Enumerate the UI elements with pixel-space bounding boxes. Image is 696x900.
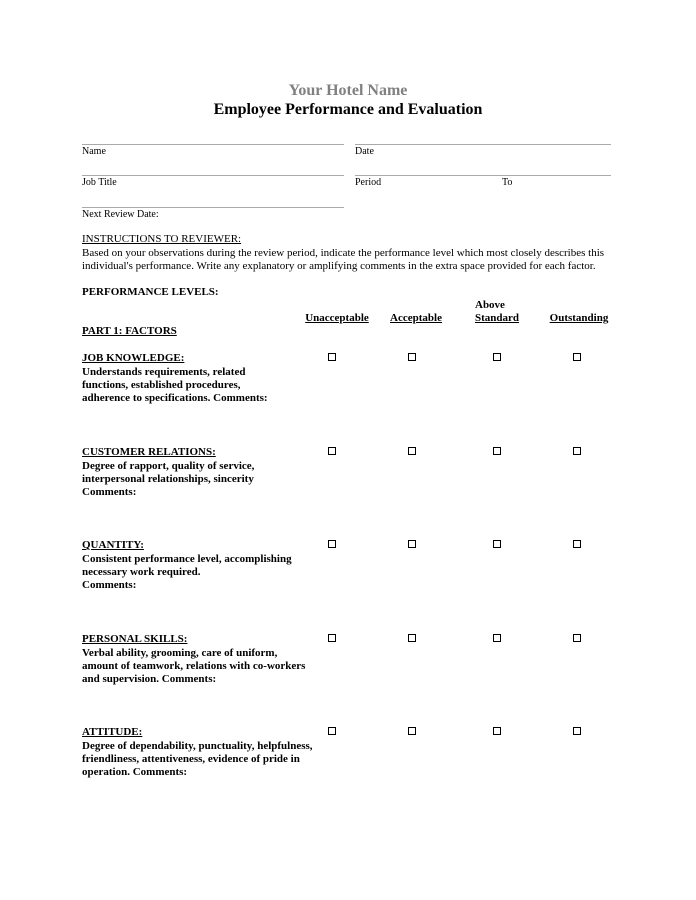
factor-description-line: operation. Comments: [82,766,188,778]
checkbox-unacceptable[interactable] [328,447,336,455]
checkbox-unacceptable[interactable] [328,353,336,361]
factor-description-line: and supervision. Comments: [82,673,217,685]
checkbox-acceptable[interactable] [408,447,416,455]
next-review-field-label[interactable]: Next Review Date: [82,209,159,220]
factor-description-line: Degree of rapport, quality of service, [82,460,255,472]
factor-description-line: adherence to specifications. Comments: [82,392,268,404]
checkbox-above-standard[interactable] [493,727,501,735]
to-field-label[interactable]: To [502,177,513,188]
checkbox-acceptable[interactable] [408,540,416,548]
factor-description [82,740,327,779]
checkbox-above-standard[interactable] [493,353,501,361]
column-standard-label: Standard [475,312,520,324]
checkbox-outstanding[interactable] [573,727,581,735]
job-title-line-top [82,175,344,176]
checkbox-outstanding[interactable] [573,447,581,455]
checkbox-outstanding[interactable] [573,540,581,548]
name-field-label[interactable]: Name [82,146,106,157]
column-unacceptable-label: Unacceptable [305,312,369,324]
instructions-line-1: Based on your observations during the review period, indicate the performance level which most closely describes this [82,247,605,259]
factor-description-line: amount of teamwork, relations with co-workers [82,660,306,672]
factor-description-line: friendliness, attentiveness, evidence of pride in [82,753,300,765]
factor-title: PERSONAL SKILLS: [82,633,188,645]
checkbox-outstanding[interactable] [573,353,581,361]
factor-description-line: Comments: [82,486,137,498]
checkbox-above-standard[interactable] [493,634,501,642]
next-review-line-top [82,207,344,208]
column-outstanding [539,312,619,325]
instructions-heading: INSTRUCTIONS TO REVIEWER: [82,233,242,245]
date-line-top [355,144,611,145]
factor-title: ATTITUDE: [82,726,143,738]
factor-description-line: interpersonal relationships, sincerity [82,473,254,485]
column-outstanding-label: Outstanding [549,312,609,324]
factor-title: QUANTITY: [82,539,144,551]
factor-description [82,647,327,686]
factor-description-line: functions, established procedures, [82,379,241,391]
checkbox-acceptable[interactable] [408,353,416,361]
date-field-label[interactable]: Date [355,146,374,157]
factor-description-line: Degree of dependability, punctuality, helpfulness, [82,740,313,752]
checkbox-unacceptable[interactable] [328,634,336,642]
job-title-field-label[interactable]: Job Title [82,177,117,188]
column-acceptable [376,312,456,325]
checkbox-above-standard[interactable] [493,540,501,548]
factor-description [82,366,327,405]
checkbox-acceptable[interactable] [408,634,416,642]
column-above-label: Above [475,299,505,311]
checkbox-unacceptable[interactable] [328,540,336,548]
period-line-top [355,175,611,176]
factor-description-line: Understands requirements, related [82,366,246,378]
factor-description-line: Consistent performance level, accomplishing [82,553,292,565]
checkbox-outstanding[interactable] [573,634,581,642]
period-field-label[interactable]: Period [355,177,382,188]
factor-description-line: necessary work required. [82,566,201,578]
instructions-line-2: individual's performance. Write any explanatory or amplifying comments in the extra space provided for each factor. [82,260,596,272]
factor-description-line: Verbal ability, grooming, care of uniform, [82,647,278,659]
factor-title: CUSTOMER RELATIONS: [82,446,216,458]
factor-description [82,553,327,592]
page-title: Employee Performance and Evaluation [213,101,483,118]
factor-description-line: Comments: [82,579,137,591]
name-line-top [82,144,344,145]
factor-title: JOB KNOWLEDGE: [82,352,185,364]
column-unacceptable [297,312,377,325]
checkbox-above-standard[interactable] [493,447,501,455]
performance-levels-label: PERFORMANCE LEVELS: [82,286,219,298]
column-acceptable-label: Acceptable [390,312,442,324]
instructions-body [82,247,622,273]
part1-label: PART 1: FACTORS [82,325,177,337]
factor-description [82,460,327,499]
checkbox-unacceptable[interactable] [328,727,336,735]
hotel-name: Your Hotel Name [288,82,408,99]
checkbox-acceptable[interactable] [408,727,416,735]
